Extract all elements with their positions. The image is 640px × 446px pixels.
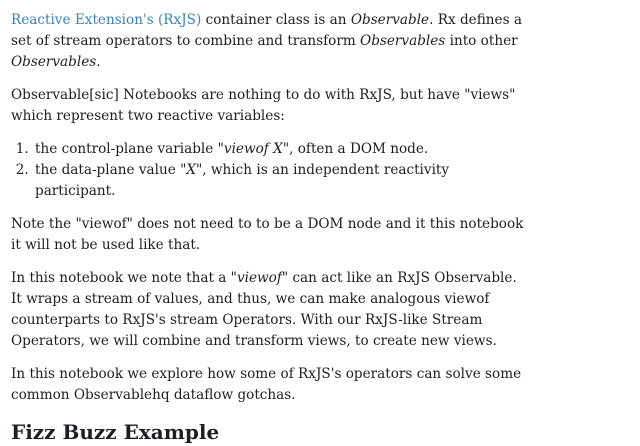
intro-emphasis-observables-2: Observables bbox=[11, 54, 97, 70]
intro-emphasis-observable: Observable bbox=[350, 12, 430, 28]
intro-paragraph bbox=[11, 10, 531, 73]
viewof-text-1: In this notebook we note that a " bbox=[11, 270, 237, 286]
intro-text-3: into other bbox=[445, 33, 518, 49]
intro-emphasis-observables-1: Observables bbox=[360, 33, 446, 49]
fizz-buzz-heading: Fizz Buzz Example bbox=[11, 420, 220, 444]
notebook-content bbox=[11, 10, 531, 446]
intro-text-4: . bbox=[96, 54, 101, 70]
operators-paragraph: In this notebook we explore how some of RxJS's operators can solve some common Observablehq dataflow gotchas. bbox=[11, 366, 522, 403]
reactive-variables-list bbox=[11, 139, 531, 202]
list-item-2-text-1: the data-plane value " bbox=[35, 162, 187, 178]
intro-text-2: . Rx defines a set of stream operators to combine and transform bbox=[11, 12, 522, 49]
list-item-2-text-2: ", which is an independent reactivity participant. bbox=[35, 162, 450, 199]
notebooks-paragraph: Observable[sic] Notebooks are nothing to do with RxJS, but have "views" which represent two reactive variables: bbox=[11, 87, 516, 124]
list-item-data-plane bbox=[33, 160, 531, 202]
list-item-1-emphasis: viewof X bbox=[223, 141, 283, 157]
list-item-1-text-2: ", often a DOM node. bbox=[282, 141, 429, 157]
list-item-1-text-1: the control-plane variable " bbox=[35, 141, 224, 157]
viewof-text-2: " can act like an RxJS Observable. It wraps a stream of values, and thus, we can make analogous viewof counterparts to RxJS's stream Operators. With our RxJS-like Stream Operators, we will combine and transform views, to create new views. bbox=[11, 270, 517, 349]
viewof-note-paragraph: Note the "viewof" does not need to to be a DOM node and it this notebook it will not be used like that. bbox=[11, 216, 524, 253]
viewof-emphasis: viewof bbox=[236, 270, 282, 286]
viewof-observable-paragraph bbox=[11, 268, 531, 352]
rxjs-link[interactable]: Reactive Extension's (RxJS) bbox=[11, 12, 202, 28]
intro-text-1: container class is an bbox=[201, 12, 351, 28]
list-item-2-emphasis: X bbox=[186, 162, 197, 178]
list-item-control-plane bbox=[33, 139, 531, 160]
